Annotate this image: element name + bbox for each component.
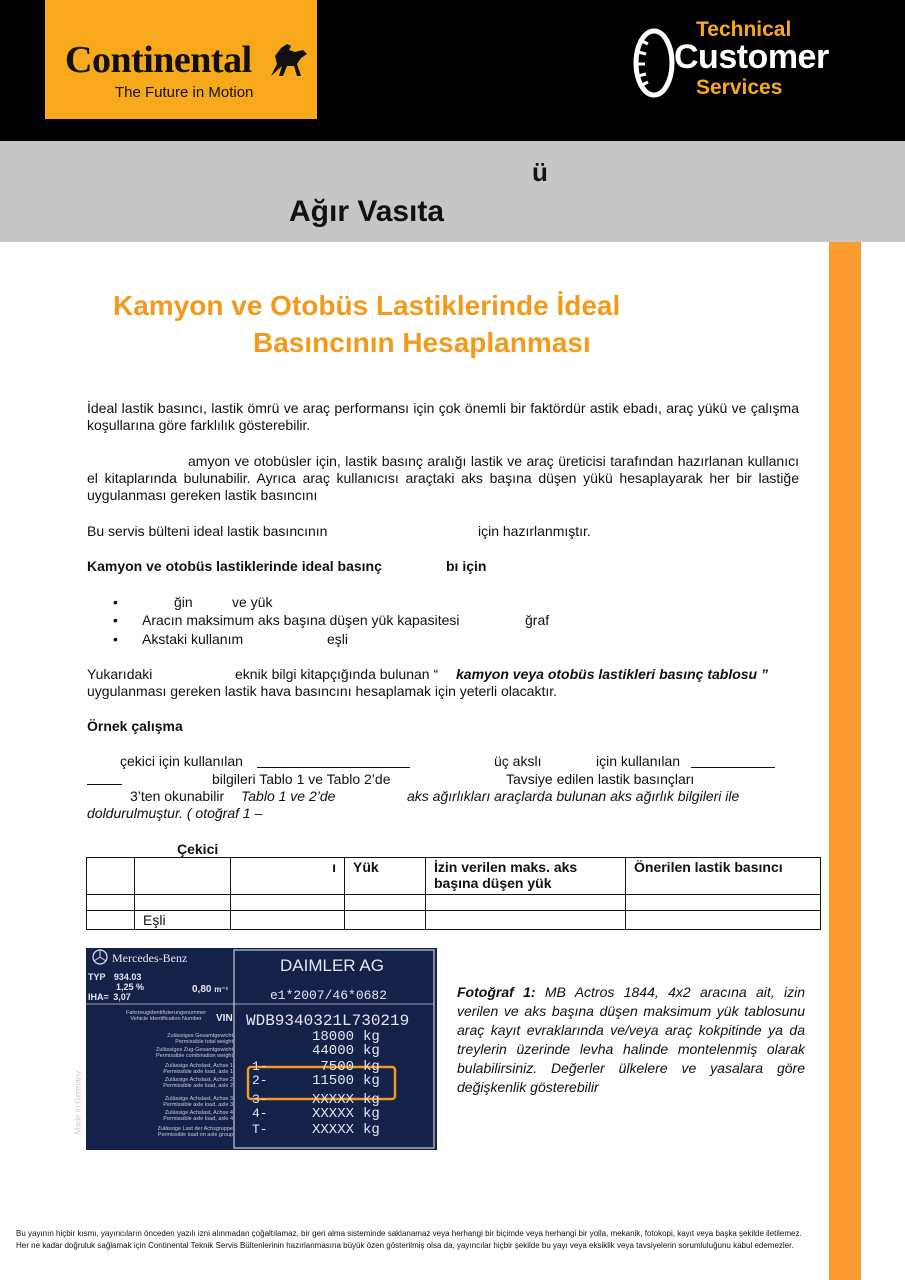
fill-blank-line: [257, 767, 410, 768]
table-header-max-axle-load: İzin verilen maks. aks başına düşen yük: [426, 858, 626, 895]
plate-line-desc-en: Permissible combination weight: [155, 1053, 233, 1059]
plate-line-value: XXXXX: [311, 1106, 354, 1122]
example-line-3-a: 3’ten okunabilir: [130, 788, 225, 804]
photo-caption: [457, 983, 805, 1097]
plate-line-value: XXXXX: [311, 1122, 354, 1138]
axle-load-table: [86, 857, 821, 930]
example-line-2-a: bilgileri Tablo 1 ve Tablo 2’de: [212, 771, 391, 787]
plate-line-description: [108, 1033, 233, 1045]
table-cell: Eşli: [135, 911, 231, 930]
plate-maker: DAIMLER AG: [280, 956, 384, 975]
plate-line-label: T-: [252, 1122, 268, 1137]
plate-line-desc-en: Permissible axle load, axle 3: [163, 1102, 233, 1108]
example-line-1-b: üç akslı: [494, 753, 542, 769]
paragraph-4-a: Yukarıdaki: [87, 666, 153, 682]
bullet-3-b: eşli: [327, 631, 349, 647]
bulletin-band: [0, 141, 905, 242]
plate-line-unit: kg: [363, 1059, 380, 1075]
paragraph-3-a: Bu servis bülteni ideal lastik basıncının: [87, 523, 328, 539]
plate-line-label: 1-: [252, 1059, 268, 1074]
plate-line-desc-de: Zulässige Achslast, Achse 1: [164, 1063, 233, 1069]
table-cell: [231, 911, 345, 930]
plate-line-desc-de: Zulässiges Gesamtgewicht: [167, 1033, 233, 1039]
plate-typ: [88, 972, 144, 1002]
bullet-3-a: Akstaki kullanım: [142, 631, 244, 647]
table-cell: [87, 911, 135, 930]
plate-approval: e1*2007/46*0682: [270, 988, 388, 1003]
bullet-2-b: ğraf: [525, 612, 550, 628]
bullet-1-a: ğin: [174, 594, 193, 610]
caption-text: MB Actros 1844, 4x2 aracına ait, izin verilen ve aks başına düşen maksimum yük tablosunu araç kayıt evraklarında ve/veya araç kokpitinde ya da treylerin üzerinde levha halinde montelenmiş olarak bulabilirsiniz. Değerler ülkelere ve yasalara göre değişkenlik gösterebilir: [457, 984, 806, 1095]
plate-line-desc-en: Permissible axle load, axle 1: [163, 1069, 233, 1075]
plate-line-description: [108, 1063, 233, 1075]
plate-typ-value: 934.03: [113, 972, 142, 982]
table-cell: [626, 911, 821, 930]
paragraph-4-c: uygulanması gereken lastik hava basıncını hesaplamak için yeterli olacaktır.: [87, 683, 558, 699]
band-title: Ağır Vasıta: [289, 195, 445, 228]
plate-line-desc-de: Zulässiges Zug-Gesamtgewicht: [155, 1047, 233, 1053]
plate-vin: WDB9340321L730219: [246, 1012, 410, 1030]
service-line-services: Services: [696, 76, 783, 99]
table-header-cell: ı: [231, 858, 345, 895]
plate-line-label: 3-: [252, 1092, 268, 1107]
plate-line-description: [108, 1047, 233, 1059]
plate-line-label: 4-: [252, 1106, 268, 1121]
plate-line-unit: kg: [363, 1029, 380, 1045]
paragraph-3-b: için hazırlanmıştır.: [478, 523, 591, 539]
table-header-cell: [135, 858, 231, 895]
plate-iha-label: IHA=: [88, 992, 109, 1002]
table-row: [87, 895, 821, 911]
fill-blank-line: [691, 767, 775, 768]
continental-logo: [45, 0, 317, 119]
plate-wt-unit: m⁻¹: [214, 985, 229, 994]
heading-ideal-pressure-b: bı için: [446, 558, 487, 574]
header-bar: [0, 0, 905, 141]
plate-line-value: 11500: [311, 1073, 354, 1089]
plate-made-in: Made in Germany: [73, 1070, 83, 1135]
plate-vin-label: VIN: [216, 1013, 233, 1024]
example-line-3-c: aks ağırlıkları araçlarda bulunan aks ağırlık bilgileri ile: [407, 788, 740, 804]
plate-wt: [192, 984, 228, 995]
table-cell: [426, 911, 626, 930]
table-cell: [87, 895, 135, 911]
table-cell: [426, 895, 626, 911]
bullet-icon: •: [113, 612, 118, 628]
plate-line-unit: kg: [363, 1106, 380, 1122]
service-line-customer: Customer: [674, 38, 829, 76]
footer-disclaimer: Bu yayının hiçbir kısmı, yayıncıların önceden yazılı izni alınmadan çoğaltılamaz, bir geri alma sisteminde saklanamaz veya herhangi bir biçimde veya herhangi bir yolla, mekanik, fotokopi, kayıt veya başka şekilde iletilemez. Her ne kadar doğruluk sağlamak için Continental Teknik Servis Bültenlerinin hazırlanmasına büyük özen gösterilmiş olsa da, yayıncılar hiçbir şekilde bu yayı veya eksiklik veya tavsiyelerin sorumluluğunu kabul edemezler.: [16, 1229, 802, 1250]
table-cell: [626, 895, 821, 911]
plate-line-description: [108, 1110, 233, 1122]
plate-k-unit: %: [136, 982, 145, 992]
table-cell: [231, 895, 345, 911]
plate-line-desc-de: Zulässige Achslast, Achse 4: [164, 1110, 233, 1116]
example-line-4: doldurulmuştur. ( otoğraf 1 –: [87, 805, 263, 821]
table-header-cell: [87, 858, 135, 895]
page-title-line-1: Kamyon ve Otobüs Lastiklerinde İdeal: [113, 290, 621, 321]
plate-line-desc-en: Permissible axle load, axle 4: [163, 1116, 233, 1122]
table-cell: [135, 895, 231, 911]
plate-line-label: 2-: [252, 1073, 268, 1088]
plate-line-description: [108, 1126, 233, 1138]
plate-k-value: 1,25: [116, 982, 134, 992]
bullet-2-a: Aracın maksimum aks başına düşen yük kapasitesi: [142, 612, 460, 628]
plate-wt-value: 0,80: [192, 984, 212, 995]
table-header-load: Yük: [345, 858, 426, 895]
bullet-icon: •: [113, 594, 118, 610]
example-line-3-b: Tablo 1 ve 2’de: [241, 788, 336, 804]
bullet-1-b: ve yük: [232, 594, 273, 610]
table-header-row: [87, 858, 821, 895]
plate-line-value: 7500: [320, 1059, 354, 1075]
horse-icon: [267, 42, 311, 80]
plate-typ-label: TYP: [88, 972, 106, 982]
brand-name: Continental: [65, 39, 252, 81]
vehicle-type-plate-photo: [73, 948, 437, 1150]
tire-icon: [630, 28, 674, 98]
brand-tagline: The Future in Motion: [115, 84, 254, 101]
page-title-line-2: Basıncının Hesaplanması: [253, 327, 591, 358]
service-line-technical: Technical: [696, 18, 792, 41]
example-line-1-c: için kullanılan: [596, 753, 681, 769]
plate-line-desc-en: Permissible axle load, axle 2: [163, 1083, 233, 1089]
pressure-table-reference: kamyon veya otobüs lastikleri basınç tablosu ”: [456, 666, 768, 682]
plate-line-desc-en: Permissible total weight: [175, 1039, 233, 1045]
heading-ideal-pressure: Kamyon ve otobüs lastiklerinde ideal basınç: [87, 558, 382, 574]
plate-iha-value: 3,07: [113, 992, 131, 1002]
orange-sidebar: [829, 242, 861, 1280]
plate-vin-desc-1: Fahrzeugidentifizierungsnummer: [125, 1010, 207, 1016]
plate-line-description: [108, 1096, 233, 1108]
table-cell: [345, 911, 426, 930]
table-header-recommended-pressure: Önerilen lastik basıncı: [626, 858, 821, 895]
plate-line-unit: kg: [363, 1073, 380, 1089]
plate-line-value: 44000: [311, 1043, 354, 1059]
plate-line-desc-de: Zulässige Achslast, Achse 3: [164, 1096, 233, 1102]
table-row: [87, 911, 821, 930]
plate-vin-desc-2: Vehicle Identification Number: [130, 1016, 202, 1022]
plate-brand: Mercedes-Benz: [112, 951, 188, 965]
plate-line-desc-de: Zulässige Achslast, Achse 2: [164, 1077, 233, 1083]
paragraph-2: amyon ve otobüsler için, lastik basınç aralığı lastik ve araç üreticisi tarafından hazırlanan kullanıcı el kitaplarında bulunabilir. Ayrıca araç kullanıcısı araçtaki aks başına düşen yükü hesaplayarak her bir lastiğe uygulanması gereken lastik basıncını: [87, 453, 799, 503]
plate-line-desc-de: Zulässige Last der Achsgruppe: [157, 1126, 233, 1132]
heading-example: Örnek çalışma: [87, 718, 183, 734]
caption-label: Fotoğraf 1:: [457, 984, 536, 1000]
plate-line-description: [108, 1077, 233, 1089]
paragraph-4-b: eknik bilgi kitapçığında bulunan “: [235, 666, 439, 682]
bullet-icon: •: [113, 631, 118, 647]
plate-line-value: 18000: [311, 1029, 354, 1045]
plate-line-unit: kg: [363, 1043, 380, 1059]
band-line-1: ü: [532, 157, 548, 187]
plate-line-unit: kg: [363, 1122, 380, 1138]
plate-line-unit: kg: [363, 1092, 380, 1108]
technical-customer-services-logo: [630, 18, 830, 108]
plate-line-value: XXXXX: [311, 1092, 354, 1108]
plate-line-desc-en: Permissible load on axle group: [157, 1132, 233, 1138]
table-cell: [345, 895, 426, 911]
plate-vin-desc: [116, 1010, 216, 1022]
paragraph-1: İdeal lastik basıncı, lastik ömrü ve araç performansı için çok önemli bir faktördür astik ebadı, araç yükü ve çalışma koşullarına göre farklılık gösterebilir.: [87, 400, 799, 433]
fill-blank-line: [87, 784, 122, 785]
example-line-1-a: çekici için kullanılan: [120, 753, 243, 769]
table-caption: Çekici: [177, 841, 219, 857]
example-line-2-b: Tavsiye edilen lastik basınçları: [506, 771, 695, 787]
